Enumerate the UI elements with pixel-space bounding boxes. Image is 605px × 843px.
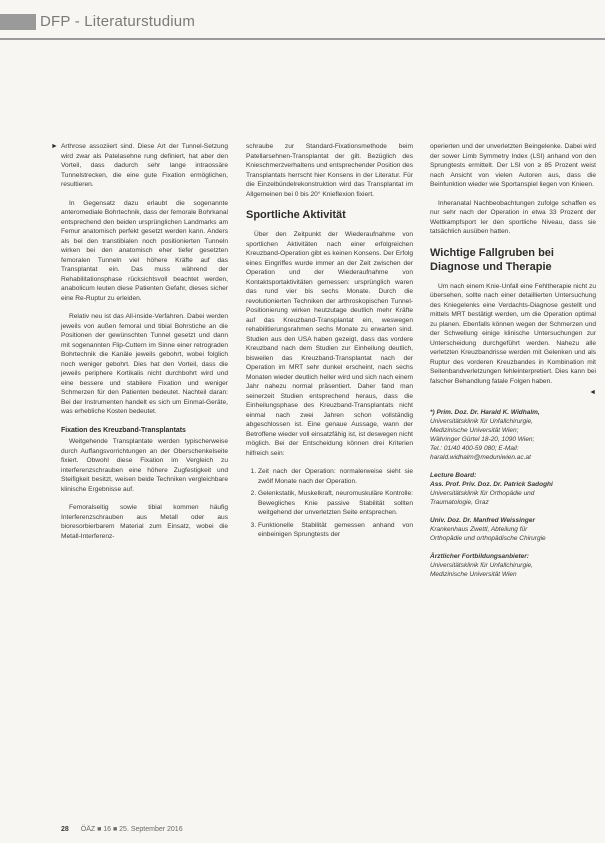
section-title: DFP - Literaturstudium [40, 13, 196, 30]
paragraph: Relativ neu ist das All-inside-Verfahren. Dabei werden jeweils von außen femoral und tibial Bohrstiche an die Positionen der gewünschten Tunnel gesetzt und dann mit sogenannten Flip-Cuttern im Sinne einer retrograden Bohrtechnik die Kanäle jeweils gebohrt, wobei folglich noch weniger gebohrt. Dies hat den Vorteil, dass die jeweils periphere Kortikalis nicht durchbohrt wird und eine bessere und stabilere Fixation und weniger Schmerzen für den Patienten bedeutet. Nachteil daran: Bei der Instrumenten handelt es sich um Einmal-Geräte, was erhebliche Kosten bedeutet. [61, 313, 228, 415]
paragraph: Um nach einem Knie-Unfall eine Fehltherapie nicht zu übersehen, sollte nach einer detaillierten Untersuchung des Kniegelenks eine Verdachts-Diagnose gestellt und mittels MRT bestätigt werden, um die Operation optimal zu planen. Ebenfalls können wegen der Schmerzen und der Schwellung einige klinische Untersuchungen zur Unterscheidung durchgeführt werden. Nahezu alle verletzten Kreuzbandrisse werden mit Gelenken und als Ruptur des vorderen Kreuzbandes in Kombination mit Seitenbandverletzungen fehleinterpretiert. Dies kann bei falscher Behandlung fatale Folgen haben. [430, 282, 596, 385]
continuation-arrow-icon: ► [51, 143, 58, 150]
paragraph: operierten und der unverletzten Beingelenke. Dabei wird der sower Limb Symmetry Index (LSI) anhand von den Sprungtests ermittelt. Der LSI von ≥ 85 Prozent weist nach Ansicht von vielen Autoren aus, dass die Beinfunktion wieder wie Sportanspiel liegen von Knieen. [430, 143, 596, 188]
column-right [430, 142, 596, 588]
lecture-board-line: Traumatologie, Graz [430, 498, 489, 506]
list-item: 3. Funktionelle Stabilität gemessen anhand von einbeinigen Sprungtests der [258, 521, 413, 540]
lecture-board-member: Univ. Doz. Dr. Manfred Weissinger [430, 516, 535, 524]
page-header [0, 0, 605, 46]
page-number: 28 [61, 826, 69, 833]
paragraph: Weitgehende Transplantate werden typischerweise durch Auffangsvorrichtungen an der Oberschenkelseite fixiert. Obwohl diese Fixation im Vergleich zu interferenzschrauben eine höhere Zugfestigkeit und Steifigkeit besitzt, weisen beide Techniken vergleichbare klinische Ergebnisse auf. [61, 438, 228, 493]
lecture-board-line: Krankenhaus Zwettl, Abteilung für [430, 525, 528, 533]
provider-title: Ärztlicher Fortbildungsanbieter: [430, 552, 529, 560]
provider-block [430, 552, 596, 579]
issue-info: ÖÄZ ■ 16 ■ 25. September 2016 [80, 826, 183, 833]
author-line: Medizinische Universität Wien; [430, 426, 519, 434]
author-line: Tel.: 01/40 400-59 080; E-Mail: [430, 444, 519, 452]
provider-line: Medizinische Universität Wien [430, 570, 517, 578]
lecture-board-block [430, 471, 596, 507]
lecture-board-title: Lecture Board: [430, 471, 477, 479]
author-block [430, 408, 596, 462]
end-of-article-icon: ◄ [589, 389, 596, 396]
author-line: Universitätsklinik für Unfallchirurgie, [430, 417, 533, 425]
subheading-fixation: Fixation des Kreuzband-Transplantats [61, 426, 186, 434]
criteria-list [246, 467, 413, 540]
heading-sportliche-aktivitaet: Sportliche Aktivität [246, 209, 346, 221]
header-divider [0, 38, 605, 40]
paragraph: In Gegensatz dazu erlaubt die sogenannte anteromediale Bohrtechnik, dass der femorale Bohrkanal entsprechend den beiden ursprünglichen Landmarks am Femur anatomisch perfekt gesetzt werden kann. Anders als bei den transtibialen noch positionierten Tunneln wirken bei den anatomisch eher tiefer gesetzten femoralen Tunneln viel höhere Kräfte auf das Transplantat ein. Das muss während der Rehabilitationsphase rücksichtsvoll beachtet werden, anabolicum leuten diese Patienten Gefahr, dieses sicher eine Re-Ruptur zu erleiden. [61, 199, 228, 302]
page-footer [61, 826, 183, 833]
list-item: 2. Gelenkstatik, Muskelkraft, neuromuskuläre Kontrolle: Bewegliches Knie passive Stabilität sollten weitgehend der unverletzten Seite entsprechen. [258, 489, 413, 518]
paragraph: Femoralseitig sowie tibial kommen häufig Interferenzschrauben aus Metall oder aus bioresorbierbarem Material zum Einsatz, wobei die Metall-Interferenz- [61, 504, 228, 540]
author-line: Währinger Gürtel 18-20, 1090 Wien; [430, 435, 535, 443]
paragraph: schraube zur Standard-Fixationsmethode beim Patellarsehnen-Transplantat der gilt. Bezüglich des Knieschmerzverhaltens und entsprechender Position des Transplantats herrscht hier Konsens in der Literatur. Für die Einzelbündelrekonstruktion wird das Transplantat im Allgemeinen bei 0 bis 20° Knieflexion fixiert. [246, 143, 413, 198]
lecture-board-line: Orthopädie und orthopädische Chirurgie [430, 534, 546, 542]
author-email: harald.widhalm@meduniwien.ac.at [430, 453, 531, 461]
column-left [51, 142, 228, 550]
lecture-board-member: Ass. Prof. Priv. Doz. Dr. Patrick Sadoghi [430, 480, 553, 488]
header-accent-bar [0, 14, 36, 30]
list-item: 1. Zeit nach der Operation: normalerweise sieht sie zwölf Monate nach der Operation. [258, 467, 413, 486]
lecture-board-line: Universitätsklinik für Orthopädie und [430, 489, 535, 497]
author-name: *) Prim. Doz. Dr. Harald K. Widhalm, [430, 408, 540, 416]
paragraph: Arthrose assoziiert sind. Diese Art der Tunnel-Setzung wird zwar als Patelasehne rung definiert, hat aber den Vorteil, dass dadurch sehr lange intraossäre Tunnelstrecken, die eine gute Fixation ermöglichen, resultieren. [61, 143, 228, 188]
heading-fallgruben: Wichtige Fallgruben bei Diagnose und Therapie [430, 246, 554, 273]
lecture-board-block [430, 516, 596, 543]
column-middle [246, 142, 413, 543]
provider-line: Universitätsklinik für Unfallchirurgie, [430, 561, 533, 569]
paragraph: Über den Zeitpunkt der Wiederaufnahme von sportlichen Aktivitäten nach einer erfolgreichen Kreuzband-Operation gibt es keinen Konsens. Der Erfolg eines Eingriffes wurde immer an der Zeit zwischen der Operation und der Wiederaufnahme von Kontaktsportaktivitäten gemessen: ursprünglich waren das rund vier bis sechs Monate. Durch die revolutionierten Techniken der arthroskopischen Tunnel-Positionierung wirken heutzutage deutlich mehr Kräfte auf das Kreuzband-Transplantat ein, weswegen rehabilitierungsrahmen sechs Monate zu erwarten sind. Studien aus den USA haben gezeigt, dass das vordere Kreuzband nach dem Studien zur Einheilung deutlich, bisweilen das Kreuzband-Transplantat nach der Operation im MRT sehr dunkel erscheint, nach sechs Monaten wieder deutlich heller wird und sich nach einem Jahr nahezu normal präsentiert. Daher fand man seinerzeit Studien entsprechend heraus, dass die Einheilungsphase des Kreuzband-Transplantats nicht einmal nach zwei Jahren schon vollständig abgeschlossen ist. Eine genaue Aussage, wann der Betroffene wieder voll einsatzfähig ist, ist deswegen nicht möglich. Bei der Entscheidung können drei Kriterien hilfreich sein: [246, 231, 413, 457]
paragraph: Inheranatal Nachbeobachtungen zufolge schaffen es nur sehr nach der Operation in etwa 33 Prozent der Wettkampfsport ler den sportliche Niveau, dass sie tatsächlich ausüben hatten. [430, 199, 596, 235]
